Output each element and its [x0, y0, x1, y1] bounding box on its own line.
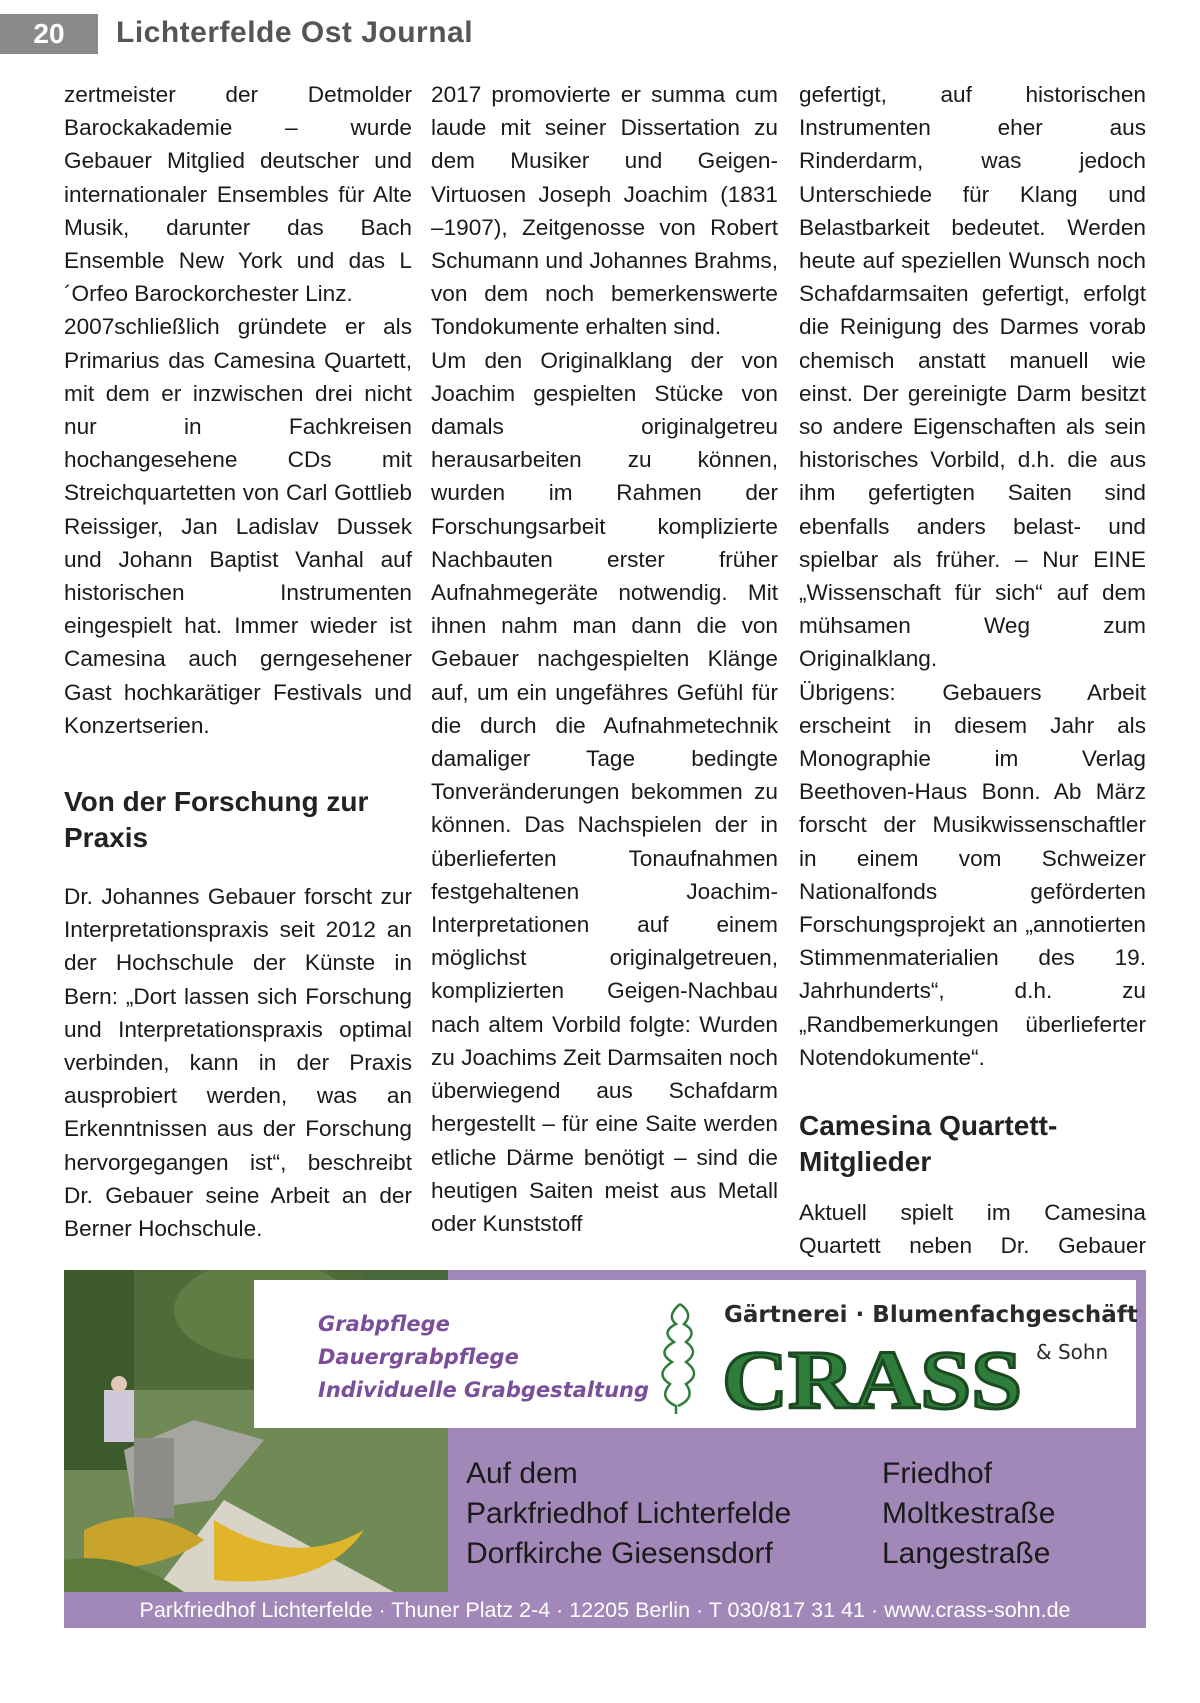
service-list — [318, 1308, 649, 1407]
brand-name: CRASS — [722, 1342, 1022, 1414]
section-heading: Von der Forschung zur Praxis — [64, 786, 369, 854]
page-number: 20 — [0, 14, 98, 54]
page-header — [0, 0, 1200, 62]
location-line: Langestraße — [882, 1537, 1051, 1570]
paragraph: zertmeister der Detmolder Barockakademie – wurde Gebauer Mitglied deutscher und internationaler Ensembles für Alte Musik, darunter das Bach Ensemble New York und das L´Orfeo Barockorchester Linz. — [64, 82, 412, 307]
paragraph: Übrigens: Gebauers Arbeit erscheint in diesem Jahr als Monographie im Verlag Beethoven-Haus Bonn. Ab März forscht der Musikwissenschaftler in einem vom Schweizer Nationalfonds geförderten Forschungsprojekt an „annotierten Stimmenmaterialien des 19. Jahrhunderts“, d.h. zu „Randbemerkungen überlieferter Notendokumente“. — [799, 679, 1146, 1070]
section-heading: Camesina Quartett-Mitglieder — [799, 1110, 1058, 1178]
location-line: Parkfriedhof Lichterfelde — [466, 1497, 792, 1530]
article-column-1 — [64, 78, 412, 1245]
location-line: Dorfkirche Giesensdorf — [466, 1537, 773, 1570]
ad-footer-contact: Parkfriedhof Lichterfelde · Thuner Platz 2-4 · 12205 Berlin · T 030/817 31 41 · www.crass-sohn.de — [139, 1597, 1071, 1622]
location-line: Moltkestraße — [882, 1497, 1056, 1530]
paragraph: Aktuell spielt im Camesina Quartett neben Dr. Gebauer — [799, 1200, 1146, 1259]
paragraph: 2007schließlich gründete er als Primarius das Camesina Quartett, mit dem er inzwischen drei nicht nur in Fachkreisen hochangesehene CDs mit Streichquartetten von Carl Gottlieb Reissiger, Jan Ladislav Dussek und Johann Baptist Vanhal auf historischen Instrumenten eingespielt hat. Immer wieder ist Camesina auch gerngesehener Gast hochkarätiger Festivals und Konzertserien. — [64, 314, 412, 738]
paragraph: Dr. Johannes Gebauer forscht zur Interpretationspraxis seit 2012 an der Hochschule der Künste in Bern: „Dort lassen sich Forschung und Interpretationspraxis optimal verbinden, kann in der Praxis ausprobiert werden, was an Erkenntnissen aus der Forschung hervorgegangen ist“, beschreibt Dr. Gebauer seine Arbeit an der Berner Hochschule. — [64, 884, 412, 1242]
brand-subtitle: Gärtnerei · Blumenfachgeschäft — [724, 1302, 1138, 1328]
advertisement — [64, 1270, 1146, 1628]
journal-title: Lichterfelde Ost Journal — [116, 16, 474, 49]
locations-left — [466, 1454, 791, 1574]
crass-logo — [722, 1342, 1088, 1414]
article-column-3 — [799, 78, 1146, 1296]
location-line: Auf dem — [466, 1457, 578, 1490]
paragraph: Um den Originalklang der von Joachim gespielten Stücke von damals originalgetreu herausarbeiten zu können, wurden im Rahmen der Forschungsarbeit komplizierte Nachbauten erster früher Aufnahmegeräte notwendig. Mit ihnen nahm man dann die von Gebauer nachgespielten Klänge auf, um ein ungefähres Gefühl für die durch die Aufnahmetechnik damaliger Tage bedingte Tonveränderungen bekommen zu können. Das Nachspielen der in überlieferten Tonaufnahmen festgehaltenen Joachim-Interpretationen auf einem möglichst originalgetreuen, komplizierten Geigen-Nachbau nach altem Vorbild folgte: Wurden zu Joachims Zeit Darmsaiten noch überwiegend aus Schafdarm hergestellt – für eine Saite werden etliche Därme benötigt – sind die heutigen Saiten meist aus Metall oder Kunststoff — [431, 347, 778, 1236]
paragraph: gefertigt, auf historischen Instrumenten eher aus Rinderdarm, was jedoch Unterschiede für Klang und Belastbarkeit bedeutet. Werden heute auf speziellen Wunsch noch Schafdarmsaiten gefertigt, erfolgt die Reinigung des Darmes vorab chemisch anstatt manuell wie einst. Der gereinigte Darm besitzt so andere Eigenschaften als sein historisches Vorbild, d.h. die aus ihm gefertigten Saiten sind ebenfalls anders belast- und spielbar als früher. – Nur EINE „Wissenschaft für sich“ auf dem mühsamen Weg zum Originalklang. — [799, 82, 1146, 672]
article-column-2 — [431, 78, 778, 1240]
locations-right — [882, 1454, 1055, 1574]
paragraph: 2017 promovierte er summa cum laude mit seiner Dissertation zu dem Musiker und Geigen-Virtuosen Joseph Joachim (1831 –1907), Zeitgenosse von Robert Schumann und Johannes Brahms, von dem noch bemerkenswerte Tondokumente erhalten sind. — [431, 82, 778, 340]
service-item: Individuelle Grabgestaltung — [318, 1378, 650, 1402]
service-item: Dauergrabpflege — [318, 1345, 519, 1369]
service-item: Grabpflege — [318, 1312, 450, 1336]
location-line: Friedhof — [882, 1457, 993, 1490]
brand-suffix: & Sohn — [1036, 1340, 1109, 1364]
tree-icon — [646, 1302, 706, 1414]
ad-banner — [254, 1280, 1136, 1428]
